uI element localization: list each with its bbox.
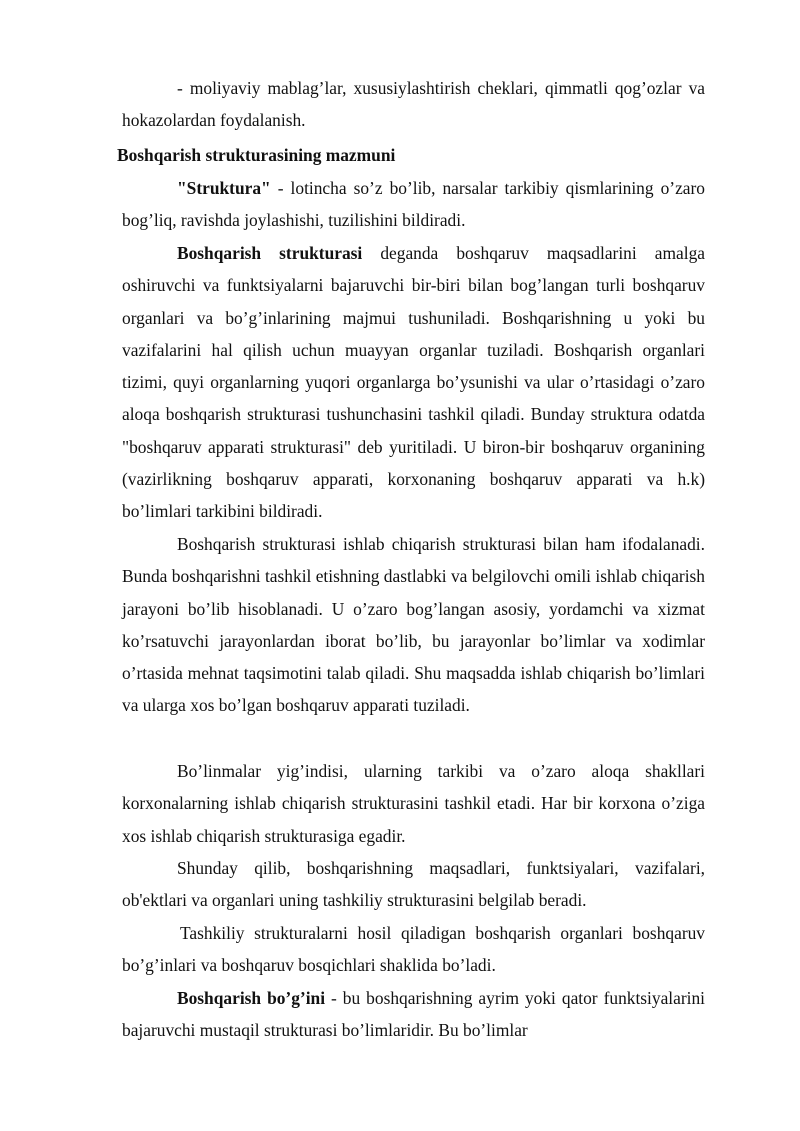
term-boshqarish-strukturasi: Boshqarish strukturasi: [177, 243, 363, 263]
paragraph-conclusion: Shunday qilib, boshqarishning maqsadlari, funktsiyalari, vazifalari, ob'ektlari va organlari uning tashkiliy strukturasini belgilab beradi.: [122, 858, 705, 911]
paragraph-subdivisions: Bo’linmalar yig’indisi, ularning tarkibi va o’zaro aloqa shakllari korxonalarning ishlab chiqarish strukturasini tashkil etadi. Har bir korxona o’ziga xos ishlab chiqarish strukturasiga egadir.: [122, 761, 705, 846]
section-heading: Boshqarish strukturasining mazmuni: [117, 145, 396, 165]
paragraph-financial-resources: - moliyaviy mablag’lar, xususiylashtirish cheklari, qimmatli qog’ozlar va hokazolardan foydalanish.: [122, 78, 705, 131]
paragraph-production-structure: Boshqarish strukturasi ishlab chiqarish strukturasi bilan ham ifodalanadi. Bunda boshqarishni tashkil etishning dastlabki va belgilovchi omili ishlab chiqarish jarayoni bo’lib hisoblanadi. U o’zaro bog’langan asosiy, yordamchi va xizmat ko’rsatuvchi jarayonlardan iborat bo’lib, bu jarayonlar bo’limlar va xodimlar o’rtasida mehnat taqsimotini talab qiladi. Shu maqsadda ishlab chiqarish bo’limlari va ularga xos bo’lgan boshqaruv apparati tuziladi.: [122, 534, 705, 716]
paragraph-management-link: [122, 982, 705, 1047]
term-struktura: "Struktura": [177, 178, 271, 198]
paragraph-struktura-definition: [122, 172, 705, 237]
paragraph-management-link-text: - bu boshqarishning ayrim yoki qator funktsiyalarini bajaruvchi mustaqil strukturasi bo’limlaridir. Bu bo’limlar: [122, 988, 706, 1041]
paragraph-organizational-structures: Tashkiliy strukturalarni hosil qiladigan boshqarish organlari boshqaruv bo’g’inlari va boshqaruv bosqichlari shaklida bo’ladi.: [122, 923, 705, 976]
term-boshqarish-bogini: Boshqarish bo’g’ini: [177, 988, 326, 1008]
paragraph-management-structure-text: deganda boshqaruv maqsadlarini amalga oshiruvchi va funktsiyalarni bajaruvchi bir-biri bilan bog’langan turli boshqaruv organlari va bo’g’inlarining majmui tushuniladi. Boshqarishning u yoki bu vazifalarini hal qilish uchun muayyan organlar tuziladi. Boshqarish organlari tizimi, quyi organlarning yuqori organlarga bo’ysunishi va ular o’rtasidagi o’zaro aloqa boshqarish strukturasi tushunchasini tashkil qiladi. Bunday struktura odatda "boshqaruv apparati strukturasi" deb yuritiladi. U biron-bir boshqaruv organining (vazirlikning boshqaruv apparati, korxonaning boshqaruv apparati va h.k) bo’limlari tarkibini bildiradi.: [122, 243, 705, 522]
paragraph-management-structure: [122, 237, 705, 528]
paragraph-struktura-text: - lotincha so’z bo’lib, narsalar tarkibiy qismlarining o’zaro bog’liq, ravishda joylashishi, tuzilishini bildiradi.: [122, 178, 705, 231]
